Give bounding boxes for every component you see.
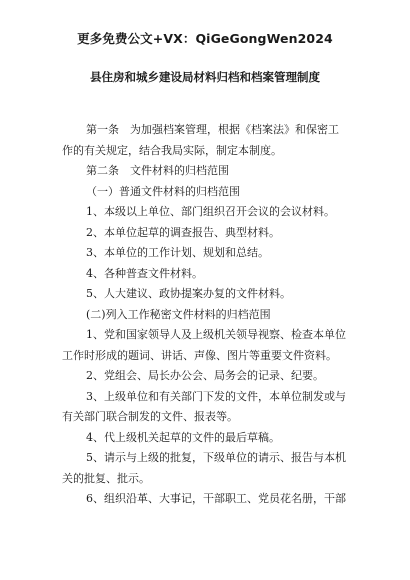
body-line: 2、党组会、局长办公会、局务会的记录、纪要。 bbox=[86, 369, 324, 382]
body-line: 4、代上级机关起草的文件的最后草稿。 bbox=[86, 430, 280, 444]
body-line: 有关部门联合制发的文件、报表等。 bbox=[62, 410, 238, 423]
body-line: 5、人大建议、政协提案办复的文件材料。 bbox=[86, 287, 291, 300]
document-title: 县住房和城乡建设局材料归档和档案管理制度 bbox=[90, 70, 320, 84]
body-line: 1、本级以上单位、部门组织召开会议的会议材料。 bbox=[86, 205, 335, 218]
body-line: 5、请示与上级的批复，下级单位的请示、报告与本机 bbox=[86, 451, 346, 464]
body-line: 4、各种普查文件材料。 bbox=[86, 266, 203, 280]
body-line: 工作时形成的题词、讲话、声像、图片等重要文件资料。 bbox=[62, 348, 337, 362]
document-body bbox=[62, 120, 358, 510]
body-line: 2、本单位起草的调查报告、典型材料。 bbox=[86, 225, 280, 239]
body-line: 3、上级单位和有关部门下发的文件，本单位制发或与 bbox=[86, 389, 346, 403]
body-line: 第二条 文件材料的归档范围 bbox=[86, 164, 229, 177]
body-line: 作的有关规定，结合我局实际，制定本制度。 bbox=[62, 143, 282, 157]
body-line: 6、组织沿革、大事记，干部职工、党员花名册，干部 bbox=[86, 492, 346, 505]
body-line: （一）普通文件材料的归档范围 bbox=[86, 184, 240, 198]
body-line: 1、党和国家领导人及上级机关领导视察、检查本单位 bbox=[86, 328, 346, 341]
header-watermark-text: 更多免费公文+VX：QiGeGongWen2024 bbox=[77, 31, 333, 46]
body-line: 关的批复、批示。 bbox=[62, 471, 150, 485]
body-line: 第一条 为加强档案管理，根据《档案法》和保密工 bbox=[86, 123, 339, 136]
body-line: (二)列入工作秘密文件材料的归档范围 bbox=[86, 307, 271, 321]
body-line: 3、本单位的工作计划、规划和总结。 bbox=[86, 246, 269, 259]
